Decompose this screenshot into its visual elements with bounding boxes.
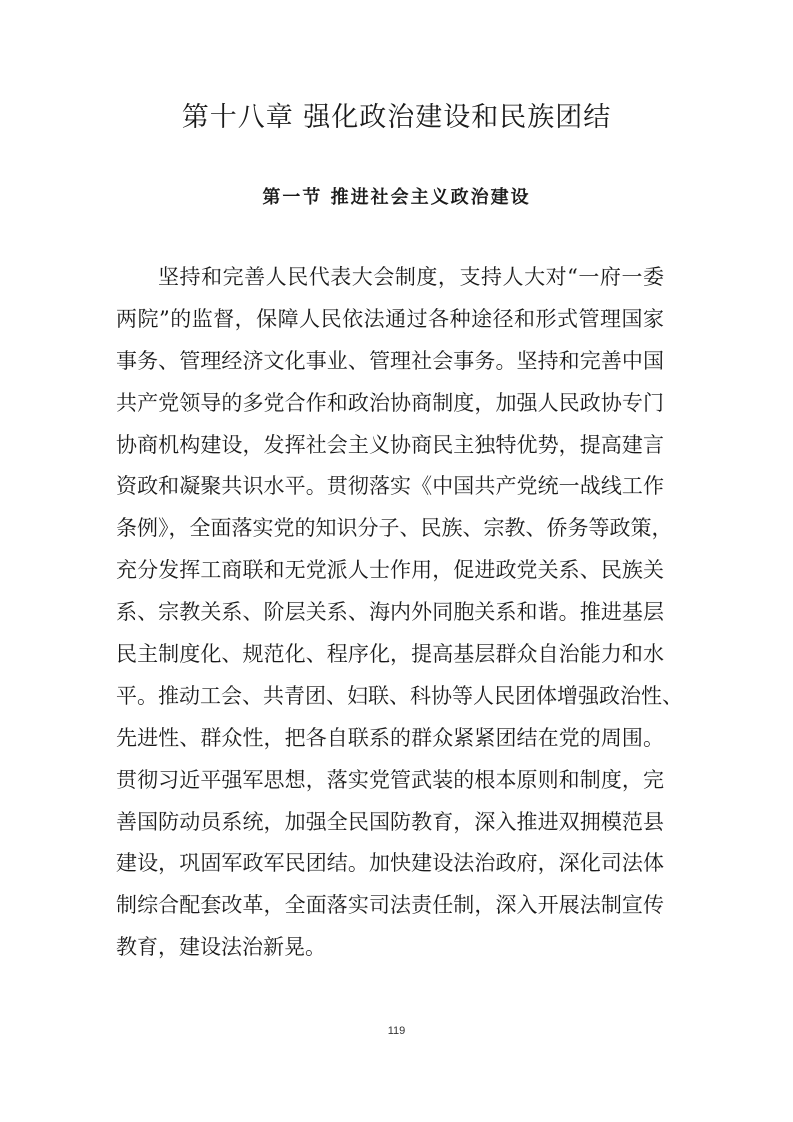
paragraph-line: 两院”的监督，保障人民依法通过各种途径和形式管理国家 [116,306,664,331]
paragraph-line: 平。推动工会、共青团、妇联、科协等人民团体增强政治性、 [116,683,683,708]
paragraph-line: 善国防动员系统，加强全民国防教育，深入推进双拥模范县 [116,809,664,834]
paragraph-line: 教育，建设法治新晃。 [116,935,326,960]
paragraph-line: 民主制度化、规范化、程序化，提高基层群众自治能力和水 [116,642,664,667]
paragraph-line: 制综合配套改革，全面落实司法责任制，深入开展法制宣传 [116,893,664,918]
body-paragraph [116,257,683,969]
paragraph-line: 协商机构建设，发挥社会主义协商民主独特优势，提高建言 [116,432,664,457]
paragraph-line: 先进性、群众性，把各自联系的群众紧紧团结在党的周围。 [116,725,664,750]
chapter-title: 第十八章 强化政治建设和民族团结 [181,102,612,133]
paragraph-line: 系、宗教关系、阶层关系、海内外同胞关系和谐。推进基层 [116,600,664,625]
paragraph-line: 建设，巩固军政军民团结。加快建设法治政府，深化司法体 [116,851,664,876]
page-number: 119 [387,1025,406,1037]
section-title: 第一节 推进社会主义政治建设 [262,187,531,208]
paragraph-line: 贯彻习近平强军思想，落实党管武装的根本原则和制度，完 [116,767,664,792]
paragraph-line: 资政和凝聚共识水平。贯彻落实《中国共产党统一战线工作 [116,474,664,499]
paragraph-line: 共产党领导的多党合作和政治协商制度，加强人民政协专门 [116,390,664,415]
paragraph-line: 事务、管理经济文化事业、管理社会事务。坚持和完善中国 [116,348,664,373]
paragraph-line: 条例》，全面落实党的知识分子、民族、宗教、侨务等政策， [116,516,673,541]
paragraph-line: 充分发挥工商联和无党派人士作用，促进政党关系、民族关 [116,558,664,583]
paragraph-line: 坚持和完善人民代表大会制度，支持人大对“一府一委 [158,265,664,289]
